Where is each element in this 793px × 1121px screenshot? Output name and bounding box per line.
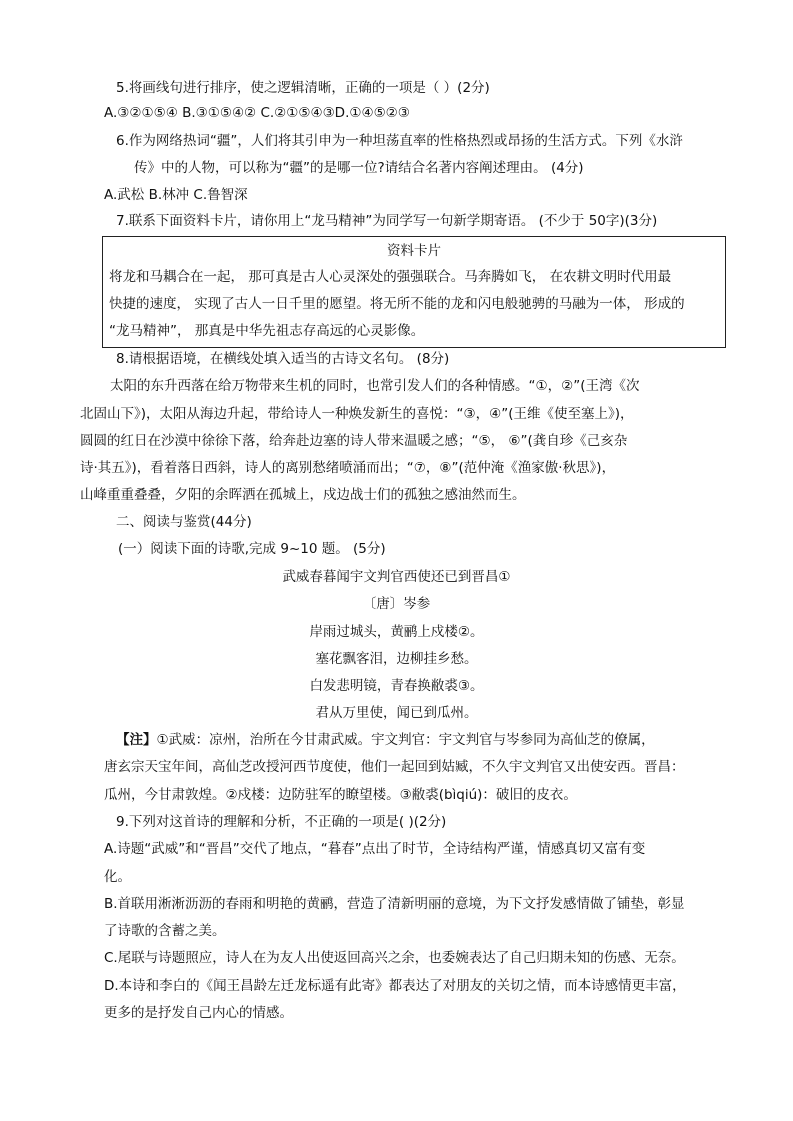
- q9-option-a-line2: 化。: [104, 869, 131, 885]
- material-card-line: “龙马精神”， 那真是中华先祖志存高远的心灵影像。: [109, 323, 425, 339]
- note-label: 【注】: [116, 732, 157, 748]
- q9-option-c: C.尾联与诗题照应，诗人在为友人出使返回高兴之余，也委婉表达了自己归期未知的伤感、无奈。: [104, 950, 685, 966]
- note-line1: [116, 730, 655, 750]
- section-subheading: (一）阅读下面的诗歌,完成 9~10 题。 (5分): [118, 541, 386, 557]
- note-line2: 唐玄宗天宝年间，高仙芝改授河西节度使，他们一起回到姑臧，不久宇文判官又出使安西。晋昌：: [104, 759, 685, 775]
- material-card-line: 将龙和马耦合在一起， 那可真是古人心灵深处的强强联合。马奔腾如飞， 在农耕文明时代用最: [109, 269, 672, 285]
- q9-option-b-line2: 了诗歌的含蓄之美。: [104, 923, 226, 939]
- q7-stem: 7.联系下面资料卡片，请你用上“龙马精神”为同学写一句新学期寄语。 (不少于 50字)(3分): [116, 213, 658, 229]
- q6-stem-line1: 6.作为网络热词“疆”，人们将其引申为一种坦荡直率的性格热烈或昂扬的生活方式。下列《水浒: [116, 133, 683, 149]
- q9-option-b-line1: B.首联用淅淅沥沥的春雨和明艳的黄鹂，营造了清新明丽的意境，为下文抒发感情做了铺垫，彰显: [104, 896, 685, 912]
- poem-line: 白发悲明镜，青春换敝裘③。: [309, 678, 484, 694]
- q8-paragraph-line: 北固山下》)，太阳从海边升起，带给诗人一种焕发新生的喜悦：“③，④”(王维《使至塞上》)，: [80, 406, 634, 422]
- q9-option-d-line1: D.本诗和李白的《闻王昌龄左迁龙标遥有此寄》都表达了对朋友的关切之情，而本诗感情更丰富，: [104, 978, 686, 994]
- material-card-title: 资料卡片: [387, 243, 441, 259]
- poem-title: 武威春暮闻宇文判官西使还已到晋昌①: [282, 569, 511, 585]
- note-line3: 瓜州，今甘肃敦煌。②戍楼：边防驻军的瞭望楼。③敝裘(bìqiú)：破旧的皮衣。: [104, 787, 577, 803]
- material-card: [102, 236, 726, 348]
- poem-line: 塞花飘客泪，边柳挂乡愁。: [315, 651, 478, 667]
- q5-stem: 5.将画线句进行排序，使之逻辑清晰，正确的一项是（ ）(2分): [116, 80, 490, 96]
- q6-options: A.武松 B.林冲 C.鲁智深: [104, 187, 248, 203]
- poem-author: 〔唐〕岑参: [362, 596, 431, 612]
- q9-option-d-line2: 更多的是抒发自己内心的情感。: [104, 1005, 293, 1021]
- note-text: ①武威：凉州，治所在今甘肃武威。宇文判官：宇文判官与岑参同为高仙芝的僚属，: [156, 732, 655, 748]
- section-heading: 二、阅读与鉴赏(44分): [116, 514, 252, 530]
- q8-paragraph-line: 圆圆的红日在沙漠中徐徐下落，给奔赴边塞的诗人带来温暖之感；“⑤， ⑥”(龚自珍《己亥杂: [80, 433, 628, 449]
- q8-paragraph-line: 诗·其五》)，看着落日西斜，诗人的离别愁绪喷涌而出；“⑦，⑧”(范仲淹《渔家傲·秋思》)，: [80, 460, 616, 476]
- q6-stem-line2: 传》中的人物，可以称为“疆”的是哪一位?请结合名著内容阐述理由。 (4分): [134, 160, 584, 176]
- q9-stem: 9.下列对这首诗的理解和分析，不正确的一项是( )(2分): [116, 814, 447, 830]
- material-card-line: 快捷的速度， 实现了古人一日千里的愿望。将无所不能的龙和闪电般驰骋的马融为一体， 形成的: [109, 296, 685, 312]
- q9-option-a-line1: A.诗题“武威”和“晋昌”交代了地点，“暮春”点出了时节，全诗结构严谨，情感真切又富有变: [104, 841, 646, 857]
- q8-paragraph-line: 太阳的东升西落在给万物带来生机的同时，也常引发人们的各种情感。“①，②”(王湾《次: [110, 378, 640, 394]
- q5-options: A.③②①⑤④ B.③①⑤④② C.②①⑤④③D.①④⑤②③: [104, 105, 410, 121]
- poem-line: 君从万里使，闻已到瓜州。: [315, 705, 478, 721]
- q8-stem: 8.请根据语境，在横线处填入适当的古诗文名句。 (8分): [116, 351, 450, 367]
- q8-paragraph-line: 山峰重重叠叠，夕阳的余晖洒在孤城上，戍边战士们的孤独之感油然而生。: [80, 487, 526, 503]
- poem-line: 岸雨过城头，黄鹂上戍楼②。: [309, 624, 484, 640]
